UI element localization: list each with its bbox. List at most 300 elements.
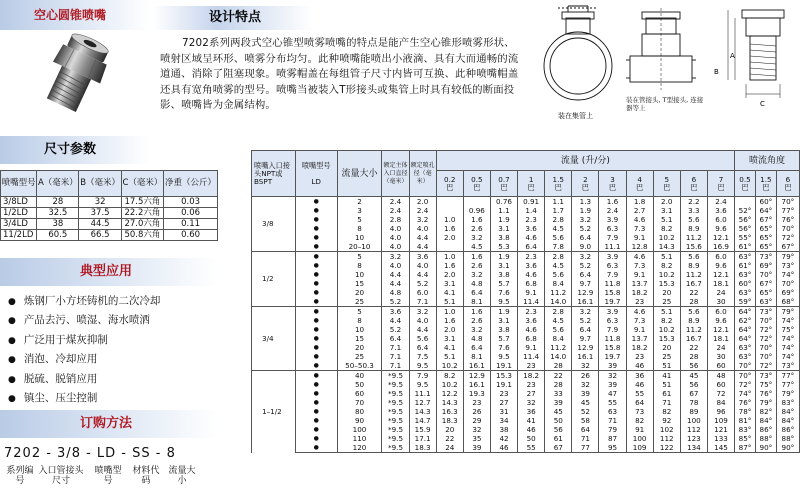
model-dot [295,334,337,343]
flow-cell: 8 [337,224,382,233]
flow-cell: 8.4 [545,334,572,343]
flow-cell: 64° [735,325,756,334]
model-dot [295,261,337,270]
flow-cell: 3.6 [409,252,436,262]
flow-cell: 79° [776,307,799,317]
flow-cell: 6.0 [707,215,734,224]
flow-cell: 3.8 [490,325,517,334]
flow-cell: 9.0 [572,242,599,252]
flow-cell: 5.7 [490,334,517,343]
flow-cell: 10 [337,270,382,279]
flow-cell: 3.6 [707,206,734,215]
flow-cell: 74° [776,270,799,279]
flow-cell: 20–10 [337,242,382,252]
flow-cell: 3.8 [490,270,517,279]
model-dot-icon: ● [313,280,319,287]
flow-cell: 87° [735,443,756,453]
flow-row [252,206,800,215]
flow-cell: 16.9 [707,242,734,252]
flow-cell: 56 [545,425,572,434]
technical-drawings [528,4,800,130]
flow-cell: 28 [545,380,572,389]
flow-cell: 9.1 [518,288,545,297]
flow-header-flow: 流量 (升/分) [436,151,734,171]
flow-cell: 23 [518,380,545,389]
angle-pressure-header: 0.5 巴 [735,171,756,197]
flow-cell: 11.8 [599,279,626,288]
flow-cell: 17.1 [409,434,436,443]
flow-cell: 8.4 [545,279,572,288]
size-row [1,219,218,230]
model-dot-icon: ● [313,317,319,324]
flow-cell: 1.6 [599,197,626,207]
flow-cell: 2.4 [707,197,734,207]
flow-cell: 6.3 [599,316,626,325]
flow-cell: 6.8 [518,279,545,288]
model-dot [295,215,337,224]
flow-cell: 10.2 [436,361,463,371]
flow-cell: 29 [463,416,490,425]
flow-cell: 3.1 [490,316,517,325]
flow-row [252,307,800,317]
flow-cell: 5.7 [490,279,517,288]
flow-cell: 22 [436,434,463,443]
flow-cell: 5.6 [545,233,572,242]
connection-cell: 1–1/2 [252,371,296,453]
flow-cell: 73° [776,361,799,371]
model-dot-icon: ● [313,408,319,415]
flow-cell: 71 [599,416,626,425]
flow-cell: 14.7 [409,416,436,425]
flow-cell: 84 [707,398,734,407]
flow-cell: 1.0 [436,252,463,262]
flow-cell: 86° [755,425,776,434]
flow-cell: *9.5 [382,407,409,416]
pressure-header: 1 巴 [518,171,545,197]
flow-cell: 12.8 [626,242,653,252]
flow-cell: 7.5 [409,352,436,361]
flow-cell: 1.3 [572,197,599,207]
flow-cell: 8 [337,261,382,270]
size-row [1,208,218,219]
flow-cell: 50 [337,380,382,389]
flow-cell: 9.5 [409,380,436,389]
flow-cell: 1.0 [436,307,463,317]
model-dot [295,416,337,425]
flow-cell: 73° [776,261,799,270]
connection-cell: 3/8 [252,197,296,252]
flow-cell: 84° [755,416,776,425]
dim-a-label: A [730,52,735,60]
flow-cell: 28 [680,352,707,361]
flow-cell: 12.1 [707,233,734,242]
flow-cell: 3.9 [599,252,626,262]
nozzle-photo [28,32,120,124]
flow-cell: 6.0 [409,288,436,297]
flow-cell: 4.0 [409,261,436,270]
flow-cell: 41 [518,416,545,425]
flow-cell: 18.1 [707,279,734,288]
model-dot [295,398,337,407]
size-title: 尺寸参数 [0,136,150,164]
flow-row [252,352,800,361]
flow-cell: 15 [337,279,382,288]
flow-cell: 110 [337,434,382,443]
flow-cell: 8 [337,316,382,325]
model-dot-icon: ● [313,253,319,260]
flow-cell: 9.6 [707,224,734,233]
flow-cell: 2.0 [409,197,436,207]
flow-cell: 11.2 [680,325,707,334]
flow-cell: 20 [653,343,680,352]
flow-cell: 4.0 [382,261,409,270]
model-dot-icon: ● [313,308,319,315]
flow-cell: 10 [337,233,382,242]
flow-cell: 1.9 [490,252,517,262]
size-cell: 32.5 [37,208,79,219]
flow-cell: 28 [680,297,707,307]
flow-cell [735,197,756,207]
model-dot [295,233,337,242]
flow-cell: 61° [735,261,756,270]
flow-cell: 4.8 [382,288,409,297]
flow-cell: 18.1 [707,334,734,343]
flow-cell: 4.5 [545,224,572,233]
connection-cell: 3/4 [252,307,296,371]
flow-cell: 46 [626,361,653,371]
flow-cell: 46 [626,380,653,389]
size-header-model: 喷嘴型号 [1,171,37,197]
design-description: 7202系列两段式空心锥型喷雾喷嘴的特点是能产生空心锥形喷雾形状、喷射区域呈环形、喷雾分布均匀。此种喷嘴能喷出小液滴、具有大而通畅的流道通、消除了阻塞现象。喷雾帽盖在每组管子尺寸内皆可互换、此种喷嘴帽盖还具有宽角喷雾的型号。喷嘴当被装入T形接头或集管上时具有较低的断面投影、喷嘴皆为金属结构。 [160,37,519,112]
flow-cell: 16.3 [436,407,463,416]
flow-cell: 88° [755,434,776,443]
flow-cell: 0.76 [490,197,517,207]
flow-cell: 5.1 [653,307,680,317]
flow-cell: 100 [337,425,382,434]
flow-cell: 6.3 [599,224,626,233]
flow-cell: 22 [545,371,572,381]
flow-header-orifice: 额定喷孔径（毫米） [409,151,436,197]
model-dot [295,407,337,416]
flow-cell: 70° [755,352,776,361]
flow-cell: 3.2 [463,325,490,334]
flow-cell: 6.0 [707,252,734,262]
flow-cell: 18.2 [518,371,545,381]
flow-cell: 32 [572,361,599,371]
flow-cell: 18.2 [626,288,653,297]
pressure-header: 3 巴 [599,171,626,197]
flow-cell: 12.1 [707,270,734,279]
flow-cell: 3.1 [436,279,463,288]
flow-cell: 4.0 [409,316,436,325]
flow-cell: 2.8 [382,215,409,224]
size-cell: 28 [37,197,79,208]
size-cell: 0.11 [164,219,218,230]
flow-cell: 65° [755,233,776,242]
flow-cell: 32 [599,371,626,381]
flow-cell: 7.1 [382,343,409,352]
flow-header-inlet: 额定主体入口直径（毫米） [382,151,409,197]
flow-cell: 64 [572,425,599,434]
model-dot [295,343,337,352]
flow-cell [463,197,490,207]
flow-cell: 3.6 [518,261,545,270]
flow-cell: 39 [599,361,626,371]
model-dot [295,425,337,434]
flow-cell: 55° [735,233,756,242]
flow-cell: 11.2 [545,288,572,297]
apps-title: 典型应用 [0,258,218,286]
flow-cell: 11.2 [680,270,707,279]
flow-cell: 70° [755,343,776,352]
flow-cell [436,206,463,215]
flow-cell: 9.6 [707,261,734,270]
flow-cell: 78 [680,398,707,407]
size-cell: 44.5 [79,219,121,230]
flow-row [252,380,800,389]
flow-cell: 6.4 [382,334,409,343]
flow-cell: 20 [653,288,680,297]
flow-cell: 25 [337,297,382,307]
flow-cell: 79° [755,398,776,407]
flow-cell: 24 [436,443,463,453]
flow-cell: 4.0 [382,233,409,242]
flow-cell: 73° [755,371,776,381]
flow-cell: 19.7 [599,297,626,307]
features-title: 设计特点 [153,6,313,30]
pressure-header: 1.5 巴 [545,171,572,197]
model-dot [295,288,337,297]
flow-cell: 72° [755,361,776,371]
model-dot-icon: ● [313,335,319,342]
flow-row [252,288,800,297]
flow-cell: 51 [653,380,680,389]
flow-cell: 4.0 [382,224,409,233]
flow-cell: 4.4 [409,242,436,252]
flow-cell: 123 [680,434,707,443]
flow-cell: 25 [337,352,382,361]
model-dot-icon: ● [313,381,319,388]
flow-cell: 67° [755,279,776,288]
flow-cell: 60 [707,361,734,371]
flow-cell: 1.7 [545,206,572,215]
flow-cell: 1.0 [436,215,463,224]
flow-cell: 11.4 [518,352,545,361]
flow-cell: 5.2 [572,316,599,325]
flow-cell: 79 [599,425,626,434]
flow-cell: *9.5 [382,398,409,407]
flow-cell: 1.9 [572,206,599,215]
flow-cell: 3.2 [463,233,490,242]
flow-cell: 20 [436,425,463,434]
model-dot [295,434,337,443]
flow-cell: 71 [653,398,680,407]
flow-cell: 13.7 [626,334,653,343]
flow-cell: 3.2 [572,215,599,224]
flow-cell: 23 [518,361,545,371]
flow-cell: 56° [735,224,756,233]
flow-cell: 2.0 [436,270,463,279]
flow-cell: 4.5 [463,242,490,252]
model-dot [295,242,337,252]
flow-cell: 7.3 [626,224,653,233]
flow-row [252,389,800,398]
angle-pressure-header: 1.5 巴 [755,171,776,197]
flow-cell: 63° [735,270,756,279]
flow-cell: 3.6 [518,224,545,233]
flow-cell: 63° [735,252,756,262]
size-header-a: A（毫米） [37,171,79,197]
flow-cell: 63° [735,343,756,352]
size-table [0,170,218,241]
flow-cell: 68° [776,297,799,307]
flow-row [252,416,800,425]
flow-cell: 75° [755,380,776,389]
flow-cell: 63° [735,288,756,297]
flow-cell: 6.8 [518,334,545,343]
connection-cell: 1/2 [252,252,296,307]
dim-b-label: B [714,68,719,76]
model-dot-icon: ● [313,326,319,333]
flow-cell: *9.5 [382,380,409,389]
flow-cell: 12.9 [572,288,599,297]
model-dot [295,252,337,262]
size-cell: 17.5六角 [121,197,163,208]
model-dot-icon: ● [313,353,319,360]
flow-cell [436,242,463,252]
flow-cell: 3.6 [382,307,409,317]
size-cell: 66.5 [79,230,121,241]
flow-cell: 4.1 [436,343,463,352]
flow-cell: 72° [755,325,776,334]
flow-cell: *9.5 [382,434,409,443]
flow-cell: 24 [707,343,734,352]
flow-cell: 4.6 [626,215,653,224]
flow-cell: 8.2 [436,371,463,381]
flow-cell: 2.3 [518,307,545,317]
flow-cell: 4.0 [382,242,409,252]
flow-cell: 72 [707,389,734,398]
flow-cell: 12.2 [436,389,463,398]
flow-cell: 133 [707,434,734,443]
flow-cell: 1.6 [463,252,490,262]
flow-cell: 80 [337,407,382,416]
flow-cell: 74° [776,343,799,352]
model-dot-icon: ● [313,444,319,451]
model-dot-icon: ● [313,435,319,442]
flow-row [252,325,800,334]
application-item: ● 消泡、冷却应用 [8,350,160,369]
flow-row [252,334,800,343]
model-dot-icon: ● [313,289,319,296]
flow-cell: 18.3 [409,443,436,453]
flow-cell: 67° [776,242,799,252]
flow-cell: 4.0 [409,224,436,233]
flow-cell: 0.91 [518,197,545,207]
flow-cell: 12.7 [409,398,436,407]
flow-cell: 64 [626,398,653,407]
flow-row [252,316,800,325]
model-dot-icon: ● [313,417,319,424]
flow-cell: 19.1 [490,361,517,371]
flow-cell: 7.9 [409,371,436,381]
flow-cell: 15.3 [653,279,680,288]
flow-cell: 4.5 [545,316,572,325]
flow-cell: 4.4 [409,270,436,279]
flow-cell: 47 [599,389,626,398]
angle-pressure-header: 6 巴 [776,171,799,197]
flow-row [252,252,800,262]
flow-cell: 11.1 [599,242,626,252]
model-dot [295,389,337,398]
flow-cell: 5 [337,307,382,317]
flow-cell: 7.9 [599,270,626,279]
size-cell: 50.8六角 [121,230,163,241]
flow-cell [436,197,463,207]
flow-cell: 4.6 [518,270,545,279]
size-row [1,197,218,208]
flow-cell: 10.2 [653,325,680,334]
flow-cell: 61 [653,389,680,398]
flow-cell: 3.2 [382,252,409,262]
flow-cell: 4.6 [626,307,653,317]
flow-cell: 39 [599,380,626,389]
model-dot-icon: ● [313,234,319,241]
flow-cell: 65° [755,288,776,297]
flow-cell: 9.7 [572,334,599,343]
flow-header-connection: 喷嘴入口接头NPT或BSPT [252,151,296,197]
flow-cell: 74° [735,389,756,398]
flow-cell: 4.5 [545,261,572,270]
size-cell: 3/4LD [1,219,37,230]
flow-cell: 22 [680,343,707,352]
flow-cell: 122 [653,443,680,453]
flow-cell: 2.8 [545,307,572,317]
flow-cell: 3.2 [463,270,490,279]
flow-cell: 46 [518,425,545,434]
flow-cell: 9.5 [409,361,436,371]
flow-cell: 31 [490,407,517,416]
flow-cell: 50–50.3 [337,361,382,371]
flow-cell: 67° [755,215,776,224]
flow-cell: 61 [545,434,572,443]
flow-cell: 4.8 [463,279,490,288]
flow-cell: 12.1 [707,325,734,334]
flow-cell: 19.7 [599,352,626,361]
flow-cell: 1.9 [490,307,517,317]
flow-cell: 19.1 [490,380,517,389]
flow-cell: 4.1 [436,288,463,297]
flow-cell: 5.1 [436,352,463,361]
flow-cell: 3.2 [409,215,436,224]
flow-cell: 2.8 [545,252,572,262]
flow-cell: 62° [735,316,756,325]
caption-tee: 装在管接头, T型接头, 连接器等上 [626,96,704,112]
flow-cell: 23 [626,352,653,361]
flow-cell: 90° [776,443,799,453]
flow-cell: 24 [707,288,734,297]
size-cell: 32 [79,197,121,208]
flow-cell: 5.2 [409,279,436,288]
size-cell: 0.06 [164,208,218,219]
flow-cell: 9.7 [572,279,599,288]
flow-cell: 23 [626,297,653,307]
flow-header-angle: 喷流角度 [735,151,800,171]
flow-cell: 42 [490,434,517,443]
flow-cell: 35 [463,434,490,443]
flow-cell: 112 [680,425,707,434]
order-label-series: 系列编号 [6,466,34,486]
